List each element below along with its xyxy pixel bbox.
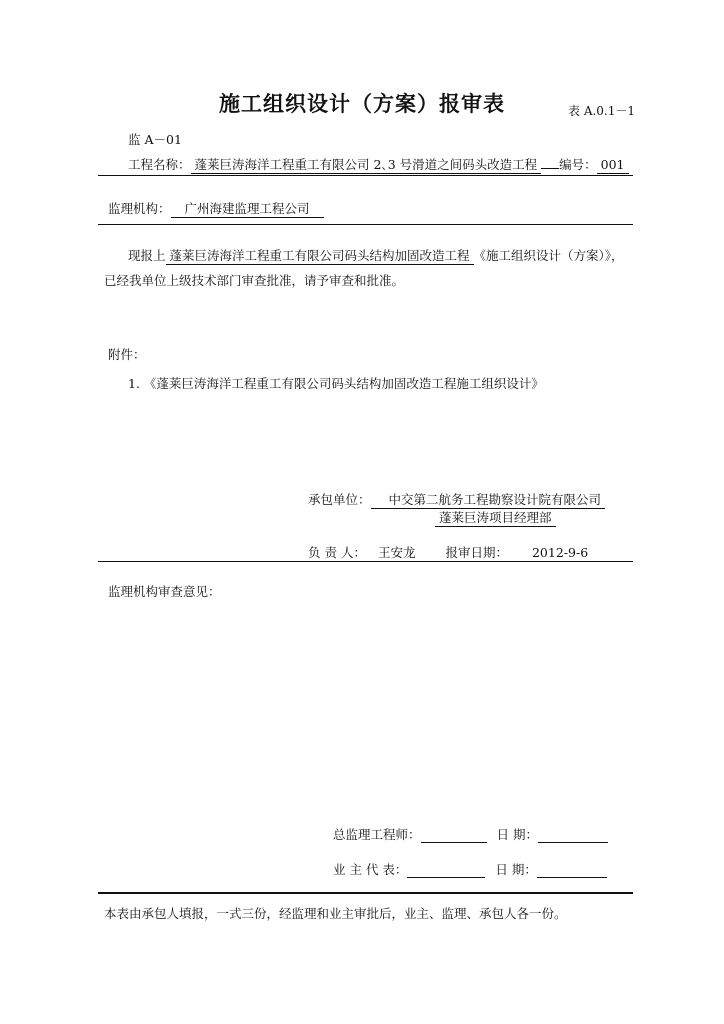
- body-prefix: 现报上: [128, 248, 166, 263]
- supervisor-label: 监理机构：: [108, 201, 171, 216]
- body-line-1: [128, 246, 624, 264]
- owner-rep-row: [333, 860, 607, 878]
- footer-note: 本表由承包人填报，一式三份，经监理和业主审批后，业主、监理、承包人各一份。: [104, 906, 567, 921]
- body-suffix: 《施工组织设计（方案）》，: [473, 248, 624, 263]
- footer-divider: [98, 892, 633, 894]
- owner-rep-blank: [407, 863, 485, 878]
- attachments-label: 附件：: [108, 347, 146, 362]
- report-date-value: 2012-9-6: [508, 545, 604, 562]
- review-opinion-label: 监理机构审查意见：: [108, 584, 221, 599]
- supervisor-name: 广州海建监理工程公司: [171, 201, 324, 218]
- chief-engineer-label: 总监理工程师：: [333, 827, 421, 842]
- contractor-label: 承包单位：: [308, 492, 371, 507]
- divider: [98, 561, 633, 562]
- owner-date-label: 日 期：: [495, 862, 537, 877]
- project-row: [128, 155, 629, 173]
- body-line-2: 已经我单位上级技术部门审查批准，请予审查和批准。: [104, 273, 405, 288]
- responsible-row: [308, 543, 604, 561]
- project-name: 蓬莱巨涛海洋工程重工有限公司 2､3 号滑道之间码头改造工程: [191, 157, 542, 174]
- supervisor-row: [108, 199, 324, 217]
- divider: [98, 224, 633, 225]
- divider: [98, 175, 633, 176]
- responsible-value: 王安龙: [366, 545, 432, 562]
- form-number: 表 A.0.1－1: [568, 104, 636, 118]
- responsible-label: 负 责 人：: [308, 545, 366, 560]
- supervision-number: 监 A－01: [128, 132, 182, 147]
- contractor-row: [308, 490, 605, 508]
- contractor-dept: [435, 508, 556, 526]
- owner-rep-label: 业 主 代 表：: [333, 862, 408, 877]
- project-label: 工程名称：: [128, 157, 191, 172]
- chief-date-label: 日 期：: [496, 827, 538, 842]
- chief-engineer-row: [333, 825, 608, 843]
- chief-engineer-blank: [421, 828, 487, 843]
- number-value: 001: [597, 157, 629, 174]
- attachment-item: 1. 《蓬莱巨涛海洋工程重工有限公司码头结构加固改造工程施工组织设计》: [128, 376, 544, 391]
- form-title: 施工组织设计（方案）报审表: [219, 91, 505, 116]
- owner-date-blank: [537, 863, 607, 878]
- body-project-name: 蓬莱巨涛海洋工程重工有限公司码头结构加固改造工程: [166, 248, 474, 265]
- contractor-name: 中交第二航务工程勘察设计院有限公司: [371, 492, 606, 509]
- number-label: 编号：: [559, 157, 597, 172]
- report-date-label: 报审日期：: [445, 545, 508, 560]
- chief-date-blank: [538, 828, 608, 843]
- contractor-dept-name: 蓬莱巨涛项目经理部: [435, 510, 556, 527]
